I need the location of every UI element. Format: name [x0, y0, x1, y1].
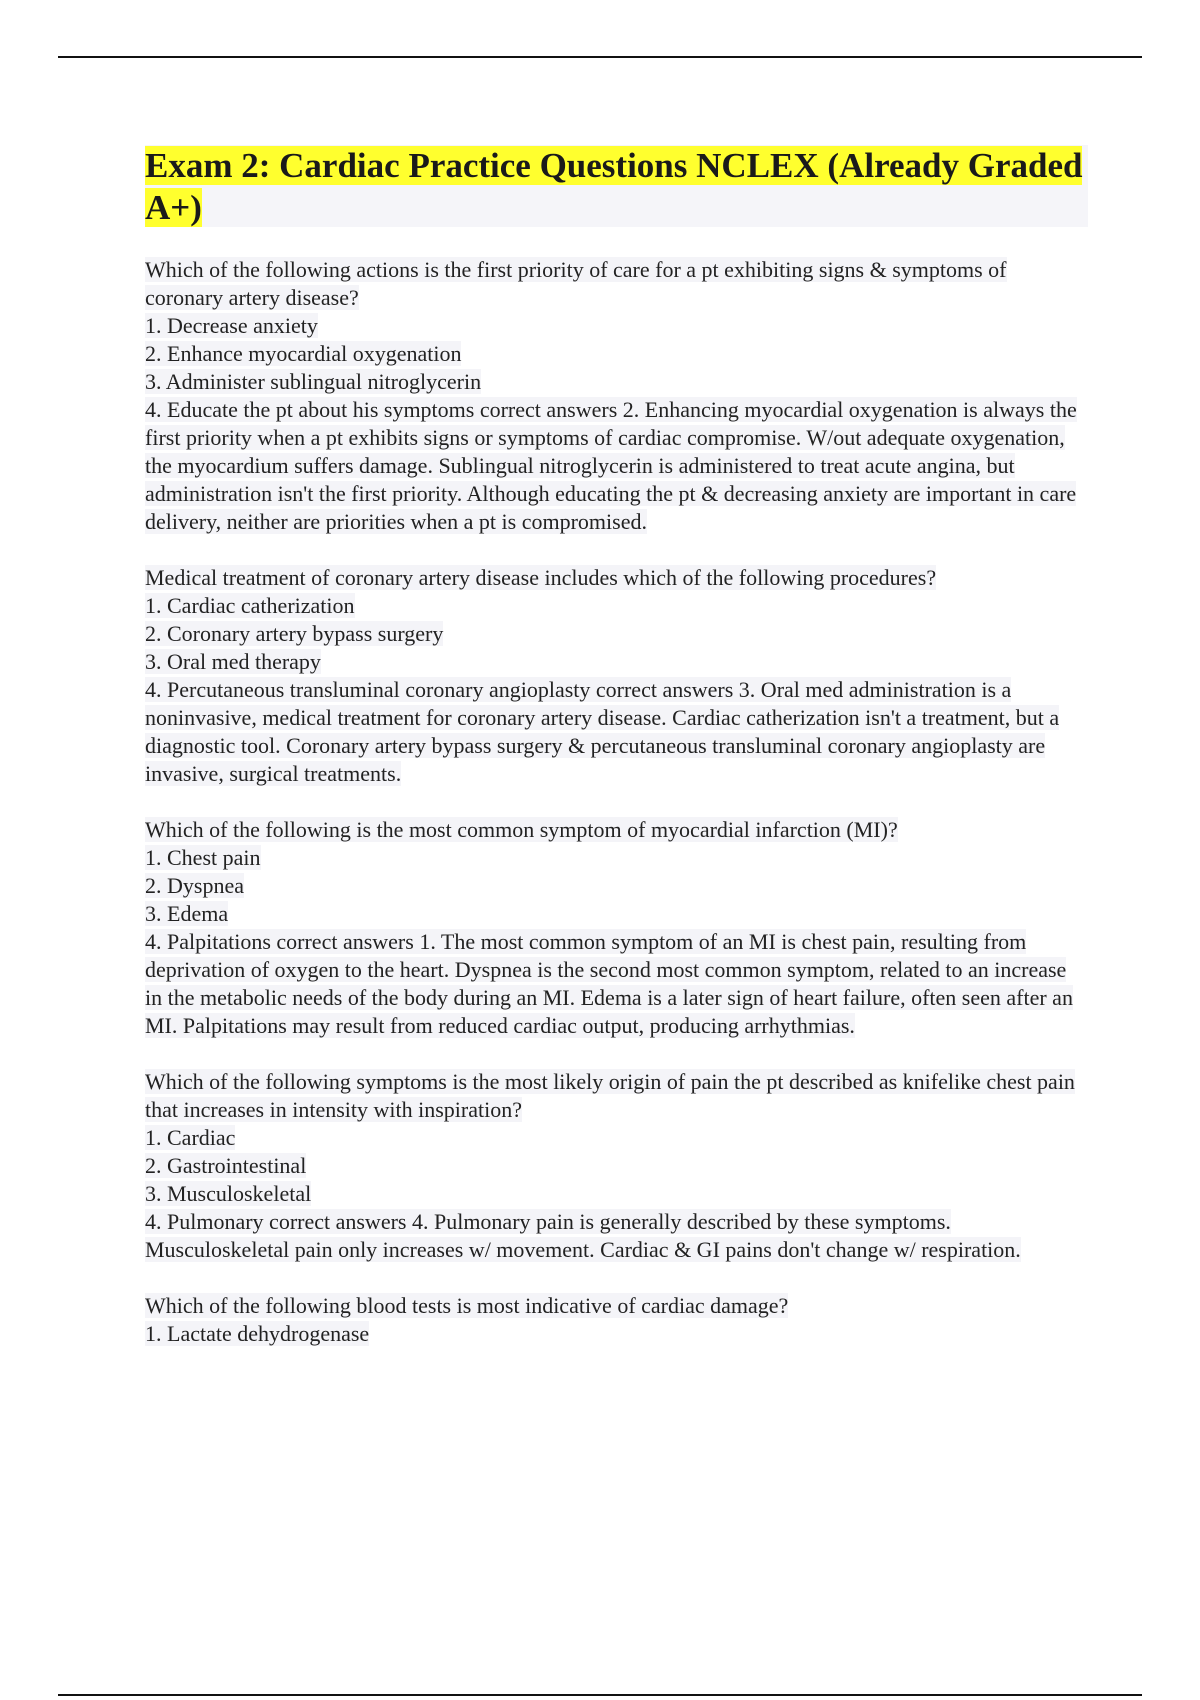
answer-option: 2. Gastrointestinal [145, 1153, 307, 1178]
question-prompt: Which of the following symptoms is the most likely origin of pain the pt described as knifelike chest pain that increases in intensity with inspiration? [145, 1069, 1075, 1122]
answer-rationale: 4. Percutaneous transluminal coronary angioplasty correct answers 3. Oral med administration is a noninvasive, medical treatment for coronary artery disease. Cardiac catherization isn't a treatment, but a diagnostic tool. Coronary artery bypass surgery & percutaneous transluminal coronary angioplasty are invasive, surgical treatments. [145, 677, 1060, 786]
answer-option: 1. Chest pain [145, 845, 261, 870]
top-rule [58, 56, 1142, 58]
answer-option: 2. Dyspnea [145, 873, 244, 898]
question-prompt: Which of the following is the most common symptom of myocardial infarction (MI)? [145, 817, 898, 842]
question-item [145, 256, 1090, 536]
answer-option: 1. Cardiac [145, 1125, 236, 1150]
answer-rationale: 4. Pulmonary correct answers 4. Pulmonary pain is generally described by these symptoms. Musculoskeletal pain only increases w/ movement. Cardiac & GI pains don't change w/ respiration. [145, 1209, 1021, 1262]
answer-option: 2. Coronary artery bypass surgery [145, 621, 444, 646]
answer-rationale: 4. Palpitations correct answers 1. The most common symptom of an MI is chest pain, resulting from deprivation of oxygen to the heart. Dyspnea is the second most common symptom, related to an increase in the metabolic needs of the body during an MI. Edema is a later sign of heart failure, often seen after an MI. Palpitations may result from reduced cardiac output, producing arrhythmias. [145, 929, 1073, 1038]
answer-option: 1. Cardiac catherization [145, 593, 355, 618]
answer-option: 3. Musculoskeletal [145, 1181, 312, 1206]
question-item [145, 816, 1090, 1040]
questions-list [145, 256, 1090, 1376]
answer-option: 3. Oral med therapy [145, 649, 321, 674]
question-prompt: Medical treatment of coronary artery disease includes which of the following procedures? [145, 565, 937, 590]
question-item [145, 1292, 1090, 1348]
answer-rationale: 4. Educate the pt about his symptoms correct answers 2. Enhancing myocardial oxygenation is always the first priority when a pt exhibits signs or symptoms of cardiac compromise. W/out adequate oxygenation, the myocardium suffers damage. Sublingual nitroglycerin is administered to treat acute angina, but administration isn't the first priority. Although educating the pt & decreasing anxiety are important in care delivery, neither are priorities when a pt is compromised. [145, 397, 1077, 534]
question-item [145, 1068, 1090, 1264]
answer-option: 1. Lactate dehydrogenase [145, 1321, 370, 1346]
question-prompt: Which of the following actions is the first priority of care for a pt exhibiting signs & symptoms of coronary artery disease? [145, 257, 1007, 310]
title-block [145, 145, 1088, 227]
bottom-rule [58, 1694, 1142, 1696]
question-prompt: Which of the following blood tests is most indicative of cardiac damage? [145, 1293, 789, 1318]
answer-option: 3. Administer sublingual nitroglycerin [145, 369, 482, 394]
question-item [145, 564, 1090, 788]
answer-option: 2. Enhance myocardial oxygenation [145, 341, 462, 366]
page-title: Exam 2: Cardiac Practice Questions NCLEX (Already Graded A+) [145, 146, 1083, 227]
answer-option: 3. Edema [145, 901, 229, 926]
answer-option: 1. Decrease anxiety [145, 313, 318, 338]
